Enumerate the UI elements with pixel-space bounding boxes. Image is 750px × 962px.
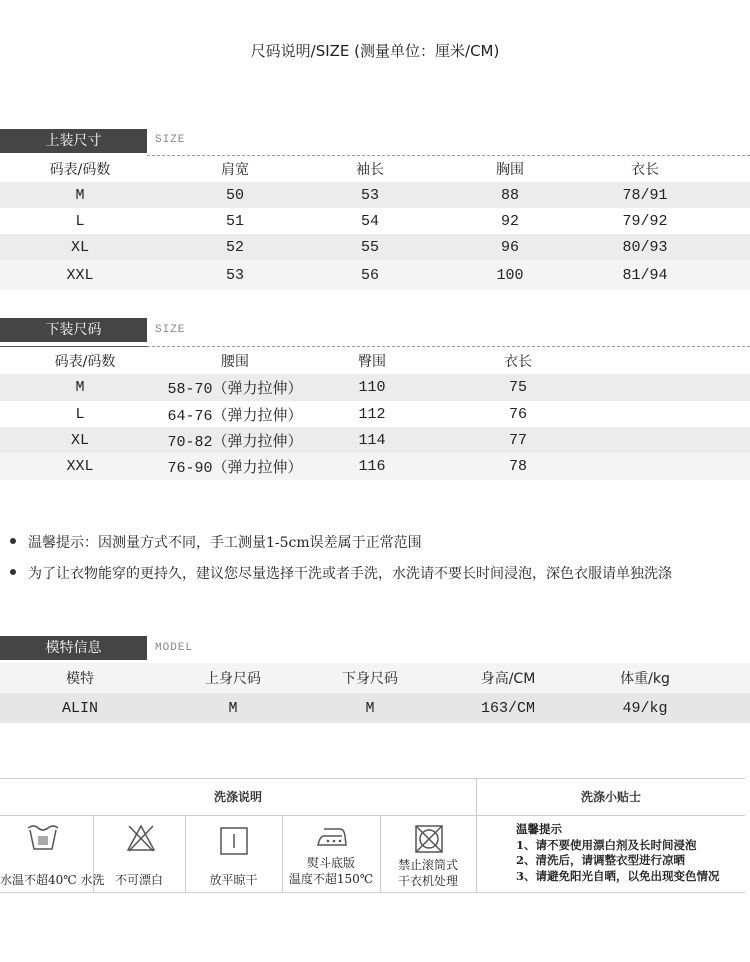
- model-header-row: [0, 663, 750, 693]
- table-cell: M: [365, 699, 375, 717]
- top-size-header-row: [0, 156, 750, 182]
- header-cell: 下身尺码: [342, 671, 398, 687]
- table-row: [0, 182, 750, 208]
- table-cell: L: [75, 405, 85, 423]
- iron-icon: [316, 826, 348, 848]
- dry-label: 放平晾干: [209, 873, 258, 887]
- dry-flat-icon: [219, 826, 249, 856]
- table-cell: XXL: [66, 266, 94, 284]
- bottom-size-subtitle: SIZE: [155, 324, 186, 336]
- tip-text: 温馨提示：因测量方式不同，手工测量1-5cm误差属于正常范围: [28, 535, 422, 551]
- table-cell: 55: [360, 238, 379, 256]
- table-cell: 77: [508, 431, 527, 449]
- header-cell: 身高/CM: [480, 671, 536, 687]
- top-size-tab: 上装尺寸: [0, 129, 147, 153]
- no-bleach-icon: [126, 823, 156, 853]
- table-row: [0, 260, 750, 290]
- table-cell: 76: [508, 405, 527, 423]
- table-cell: 54: [360, 212, 379, 230]
- table-row: [0, 427, 750, 453]
- header-cell: 体重/kg: [620, 671, 670, 687]
- header-cell: 腰围: [221, 353, 249, 370]
- table-row: [0, 453, 750, 480]
- table-cell: 116: [358, 458, 386, 475]
- wash-tip: 2、清洗后，请调整衣型进行凉晒: [516, 853, 685, 867]
- table-cell: 51: [225, 212, 244, 230]
- table-cell: 50: [225, 186, 244, 204]
- header-cell: 衣长: [631, 162, 659, 178]
- iron-label: 熨斗底版 温度不超150℃: [288, 856, 374, 886]
- table-cell: 70-82（弹力拉伸）: [167, 433, 303, 451]
- tip-line: [10, 532, 422, 552]
- wash-tip: 1、请不要使用漂白剂及长时间浸泡: [516, 837, 697, 852]
- table-cell: XL: [70, 431, 89, 449]
- table-cell: 64-76（弹力拉伸）: [167, 407, 303, 425]
- table-cell: 81/94: [622, 266, 668, 284]
- bottom-size-header-row: [0, 347, 750, 374]
- table-row: [0, 374, 750, 401]
- table-cell: 78/91: [622, 186, 668, 204]
- table-cell: 49/kg: [622, 699, 668, 717]
- table-cell: 53: [225, 266, 244, 284]
- wash-label: 水温不超40℃ 水洗: [0, 873, 105, 887]
- table-cell: M: [228, 699, 238, 717]
- wash-tub-icon: [26, 822, 60, 852]
- table-cell: L: [75, 212, 85, 230]
- bullet-icon: [10, 569, 16, 575]
- table-row: [0, 208, 750, 234]
- table-cell: 114: [358, 431, 386, 449]
- table-cell: 112: [358, 405, 386, 423]
- bottom-size-tab: 下装尺码: [0, 318, 147, 342]
- table-cell: 56: [360, 266, 379, 284]
- bleach-label: 不可漂白: [114, 873, 163, 887]
- table-cell: 75: [508, 379, 527, 396]
- table-row: [0, 401, 750, 427]
- tip-line: [10, 563, 672, 583]
- table-cell: 80/93: [622, 238, 668, 256]
- table-cell: 78: [508, 458, 527, 475]
- model-info-subtitle: MODEL: [155, 642, 194, 654]
- bullet-icon: [10, 538, 16, 544]
- header-cell: 臀围: [358, 353, 386, 370]
- header-cell: 上身尺码: [205, 671, 261, 687]
- tip-text: 为了让衣物能穿的更持久，建议您尽量选择干洗或者手洗，水洗请不要长时间浸泡，深色衣服请单独洗涤: [28, 566, 672, 582]
- header-cell: 衣长: [504, 353, 532, 370]
- table-cell: 110: [358, 379, 386, 396]
- wash-instructions-title: 洗涤说明: [213, 790, 262, 804]
- table-cell: 52: [225, 238, 244, 256]
- page-title: 尺码说明/SIZE (测量单位：厘米/CM): [250, 42, 500, 60]
- wash-tips-heading: 温馨提示: [516, 822, 562, 836]
- table-row: [0, 234, 750, 260]
- table-cell: 92: [500, 212, 519, 230]
- table-cell: 100: [496, 266, 524, 284]
- header-cell: 码表/码数: [49, 162, 111, 178]
- table-cell: 96: [500, 238, 519, 256]
- table-cell: XXL: [66, 458, 94, 475]
- table-cell: 53: [360, 186, 379, 204]
- top-size-subtitle: SIZE: [155, 134, 186, 146]
- table-cell: 76-90（弹力拉伸）: [167, 460, 303, 477]
- header-cell: 模特: [66, 671, 94, 687]
- header-cell: 袖长: [356, 162, 384, 178]
- table-cell: M: [75, 379, 85, 396]
- no-tumble-dry-icon: [414, 824, 444, 854]
- header-cell: 肩宽: [221, 162, 249, 178]
- wash-tips-box: [516, 822, 720, 884]
- model-row: [0, 693, 750, 723]
- tumble-dry-label: 禁止滚筒式 干衣机处理: [397, 858, 458, 888]
- table-cell: 88: [500, 186, 519, 204]
- model-info-tab: 模特信息: [0, 636, 147, 660]
- wash-tips-title: 洗涤小贴士: [580, 790, 641, 804]
- wash-tip: 3、请避免阳光自晒，以免出现变色情况: [516, 868, 720, 883]
- table-cell: 58-70（弹力拉伸）: [167, 381, 303, 398]
- table-cell: 163/CM: [480, 699, 535, 717]
- table-cell: M: [75, 186, 85, 204]
- header-cell: 码表/码数: [54, 353, 116, 370]
- table-cell: XL: [70, 238, 89, 256]
- table-cell: ALIN: [61, 699, 98, 717]
- header-cell: 胸围: [496, 162, 524, 178]
- table-cell: 79/92: [622, 212, 668, 230]
